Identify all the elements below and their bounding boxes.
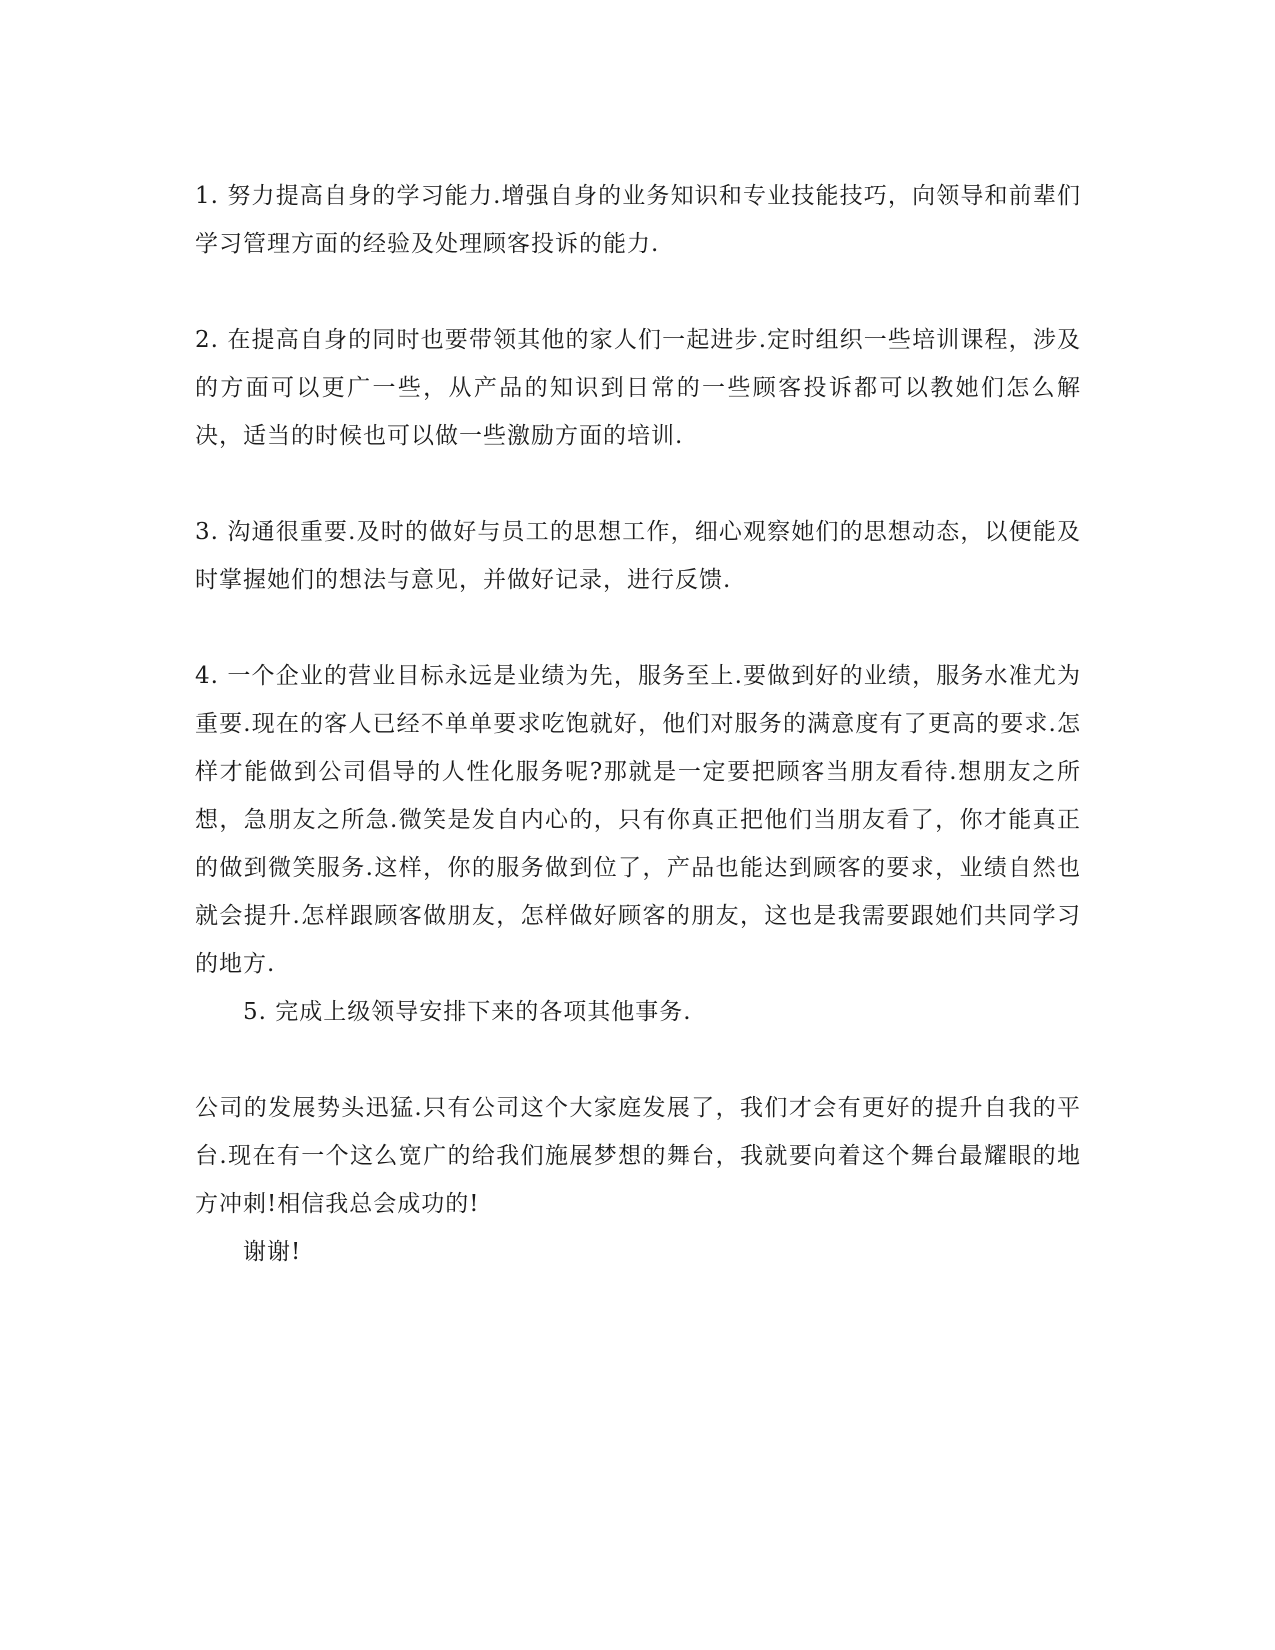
thanks-line: 谢谢!	[243, 1239, 302, 1265]
paragraph-item-1: 1. 努力提高自身的学习能力.增强自身的业务知识和专业技能技巧，向领导和前辈们学习管理方面的经验及处理顾客投诉的能力.	[195, 183, 1081, 257]
paragraph-item-2: 2. 在提高自身的同时也要带领其他的家人们一起进步.定时组织一些培训课程，涉及的方面可以更广一些，从产品的知识到日常的一些顾客投诉都可以教她们怎么解决，适当的时候也可以做一些激励方面的培训.	[195, 327, 1081, 449]
paragraph-item-3: 3. 沟通很重要.及时的做好与员工的思想工作，细心观察她们的思想动态，以便能及时掌握她们的想法与意见，并做好记录，进行反馈.	[195, 519, 1081, 593]
closing-paragraph: 公司的发展势头迅猛.只有公司这个大家庭发展了，我们才会有更好的提升自我的平台.现在有一个这么宽广的给我们施展梦想的舞台，我就要向着这个舞台最耀眼的地方冲刺!相信我总会成功的!	[195, 1095, 1081, 1217]
paragraph-item-5: 5. 完成上级领导安排下来的各项其他事务.	[243, 999, 692, 1025]
paragraph-item-4: 4. 一个企业的营业目标永远是业绩为先，服务至上.要做到好的业绩，服务水准尤为重要.现在的客人已经不单单要求吃饱就好，他们对服务的满意度有了更高的要求.怎样才能做到公司倡导的人性化服务呢?那就是一定要把顾客当朋友看待.想朋友之所想，急朋友之所急.微笑是发自内心的，只有你真正把他们当朋友看了，你才能真正的做到微笑服务.这样，你的服务做到位了，产品也能达到顾客的要求，业绩自然也就会提升.怎样跟顾客做朋友，怎样做好顾客的朋友，这也是我需要跟她们共同学习的地方.	[195, 663, 1081, 977]
